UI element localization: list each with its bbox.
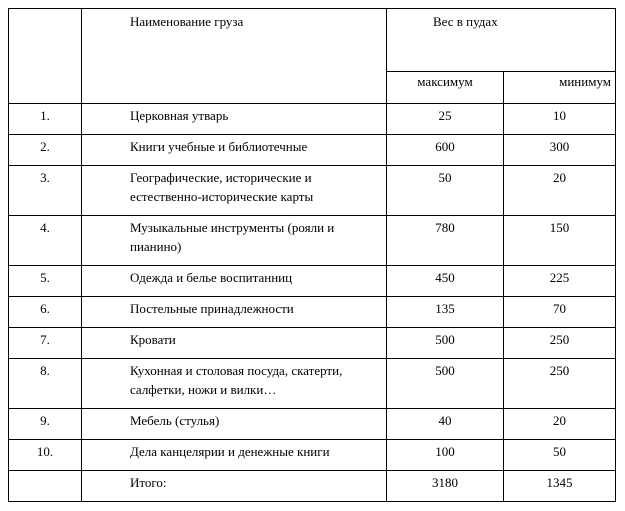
row-max: 40 — [387, 409, 504, 440]
table-row — [9, 328, 616, 359]
row-min: 250 — [504, 359, 616, 409]
table-row — [9, 166, 616, 216]
total-label: Итого: — [82, 471, 387, 502]
cargo-weight-table — [8, 8, 616, 502]
row-min: 20 — [504, 409, 616, 440]
row-min: 300 — [504, 135, 616, 166]
row-min: 250 — [504, 328, 616, 359]
header-name-cell: Наименование груза — [82, 9, 387, 104]
table-row — [9, 135, 616, 166]
row-min: 10 — [504, 104, 616, 135]
row-number: 6. — [9, 297, 82, 328]
row-name: Постельные принадлежности — [82, 297, 387, 328]
row-min: 225 — [504, 266, 616, 297]
total-min: 1345 — [504, 471, 616, 502]
row-name: Музыкальные инструменты (рояли и пианино) — [82, 216, 387, 266]
row-name: Книги учебные и библиотечные — [82, 135, 387, 166]
row-name: Кухонная и столовая посуда, скатерти, салфетки, ножи и вилки… — [82, 359, 387, 409]
row-max: 25 — [387, 104, 504, 135]
row-name: Географические, исторические и естественно-исторические карты — [82, 166, 387, 216]
row-name: Мебель (стулья) — [82, 409, 387, 440]
row-number: 2. — [9, 135, 82, 166]
header-max-cell: максимум — [387, 72, 504, 104]
row-max: 500 — [387, 359, 504, 409]
row-max: 600 — [387, 135, 504, 166]
table-row — [9, 104, 616, 135]
table-row — [9, 216, 616, 266]
row-max: 500 — [387, 328, 504, 359]
row-name: Церковная утварь — [82, 104, 387, 135]
table-row — [9, 440, 616, 471]
header-row-1 — [9, 9, 616, 72]
row-min: 50 — [504, 440, 616, 471]
total-max: 3180 — [387, 471, 504, 502]
row-number: 10. — [9, 440, 82, 471]
row-min: 150 — [504, 216, 616, 266]
row-name: Одежда и белье воспитанниц — [82, 266, 387, 297]
row-min: 70 — [504, 297, 616, 328]
row-number: 5. — [9, 266, 82, 297]
row-max: 50 — [387, 166, 504, 216]
total-row — [9, 471, 616, 502]
table-row — [9, 409, 616, 440]
header-num-cell — [9, 9, 82, 104]
row-number: 4. — [9, 216, 82, 266]
row-number: 8. — [9, 359, 82, 409]
row-max: 100 — [387, 440, 504, 471]
row-min: 20 — [504, 166, 616, 216]
table-row — [9, 297, 616, 328]
header-weight-cell: Вес в пудах — [387, 9, 616, 72]
row-number: 1. — [9, 104, 82, 135]
row-max: 780 — [387, 216, 504, 266]
table-row — [9, 359, 616, 409]
row-max: 450 — [387, 266, 504, 297]
row-number: 9. — [9, 409, 82, 440]
total-num-cell — [9, 471, 82, 502]
header-min-cell: минимум — [504, 72, 616, 104]
row-name: Кровати — [82, 328, 387, 359]
row-max: 135 — [387, 297, 504, 328]
table-row — [9, 266, 616, 297]
row-number: 3. — [9, 166, 82, 216]
row-number: 7. — [9, 328, 82, 359]
row-name: Дела канцелярии и денежные книги — [82, 440, 387, 471]
